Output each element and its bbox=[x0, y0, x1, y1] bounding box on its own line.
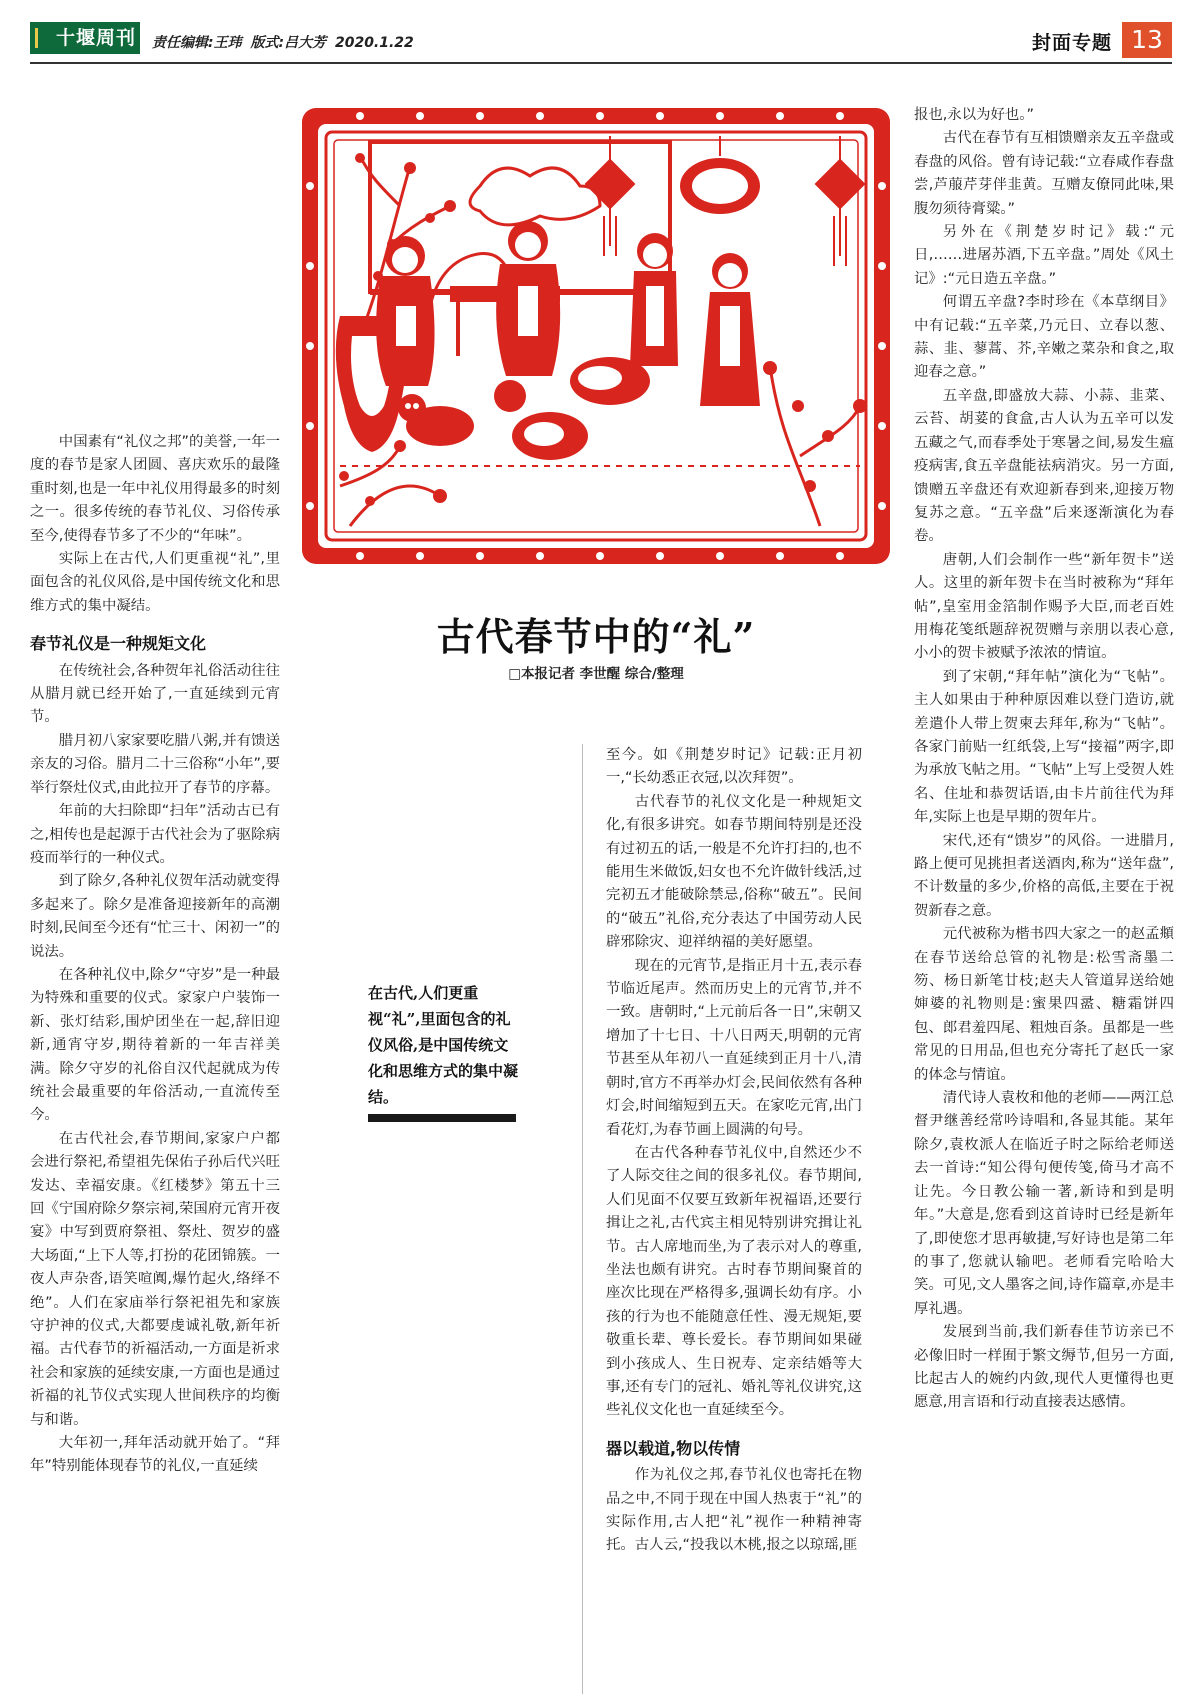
paragraph: 腊月初八家家要吃腊八粥,并有馈送亲友的习俗。腊月二十三俗称“小年”,要举行祭灶仪式,由此拉开了春节的序幕。 bbox=[30, 732, 280, 796]
paragraph: 清代诗人袁枚和他的老师——两江总督尹继善经常吟诗唱和,各显其能。某年除夕,袁枚派人在临近子时之际给老师送去一首诗:“知公得句便传笺,倚马才高不让先。今日教公输一著,新诗和到是明年。”大意是,您看到这首诗时已经是新年了,即使您才思再敏捷,写好诗也是第二年的事了,您就认输吧。老师看完哈哈大笑。可见,文人墨客之间,诗作篇章,亦是丰厚礼遇。 bbox=[914, 1090, 1174, 1317]
papercut-illustration bbox=[300, 106, 892, 566]
text-column-3 bbox=[914, 104, 1174, 1415]
masthead bbox=[30, 22, 1172, 58]
paragraph: 到了除夕,各种礼仪贺年活动就变得多起来了。除夕是准备迎接新年的高潮时刻,民间至今还有“忙三十、闲初一”的说法。 bbox=[30, 873, 280, 960]
paragraph: 宋代,还有“馈岁”的风俗。一进腊月,路上便可见挑担者送酒肉,称为“送年盘”,不计数量的多少,价格的高低,主要在于祝贺新春之意。 bbox=[914, 832, 1174, 919]
papercut-artwork bbox=[302, 108, 890, 564]
issue-date: 2020.1.22 bbox=[334, 35, 414, 51]
logo-accent bbox=[35, 28, 38, 48]
paragraph: 到了宋朝,“拜年帖”演化为“飞帖”。主人如果由于种种原因难以登门造访,就差遣仆人带上贺柬去拜年,称为“飞帖”。各家门前贴一红纸袋,上写“接福”两字,即为承放飞帖之用。“飞帖”上写上受贺人姓名、住址和恭贺话语,由卡片前往代为拜年,实际上也是早期的贺年片。 bbox=[914, 668, 1174, 826]
paragraph: 元代被称为楷书四大家之一的赵孟頫在春节送给总管的礼物是:松雪斋墨二笏、杨日新笔廿枝;赵夫人管道昇送给她婶婆的礼物则是:蜜果四盝、糖霜饼四包、郎君羞四尾、粗烛百条。虽都是一些常见的日用品,但也充分寄托了赵氏一家的体念与情谊。 bbox=[914, 926, 1174, 1083]
pull-quote: 在古代,人们更重视“礼”,里面包含的礼仪风俗,是中国传统文化和思维方式的集中凝结。 bbox=[368, 984, 519, 1106]
paragraph: 唐朝,人们会制作一些“新年贺卡”送人。这里的新年贺卡在当时被称为“拜年帖”,皇室用金箔制作赐予大臣,而老百姓用梅花笺纸题辞祝贺赠与亲朋以表心意,小小的贺卡被赋予浓浓的情谊。 bbox=[914, 551, 1174, 662]
page-number-badge: 13 bbox=[1122, 22, 1172, 58]
section-name: 封面专题 bbox=[1031, 32, 1112, 54]
paragraph: 另外在《荆楚岁时记》载:“元日,……进屠苏酒,下五辛盘。”周处《风土记》:“元日造五辛盘。” bbox=[914, 224, 1174, 287]
paragraph: 大年初一,拜年活动就开始了。“拜年”特别能体现春节的礼仪,一直延续 bbox=[30, 1435, 280, 1475]
paragraph: 在传统社会,各种贺年礼俗活动往往从腊月就已经开始了,一直延续到元宵节。 bbox=[30, 662, 280, 726]
paragraph: 在古代社会,春节期间,家家户户都会进行祭祀,希望祖先保佑子孙后代兴旺发达、幸福安康。《红楼梦》第五十三回《宁国府除夕祭宗祠,荣国府元宵开夜宴》中写到贾府祭祖、祭灶、贺岁的盛大场面,“上下人等,打扮的花团锦簇。一夜人声杂沓,语笑喧阗,爆竹起火,络绎不绝”。人们在家庙举行祭祀祖先和家族守护神的仪式,大都要虔诚礼敬,新年祈福。古代春节的祈福活动,一方面是祈求社会和家族的延续安康,一方面也是通过祈福的礼节仪式实现人世间秩序的均衡与和谐。 bbox=[30, 1130, 280, 1428]
pull-quote-bar bbox=[368, 1114, 516, 1122]
layout-credit: 版式:吕大芳 bbox=[250, 35, 327, 51]
paragraph: 作为礼仪之邦,春节礼仪也寄托在物品之中,不同于现在中国人热衷于“礼”的实际作用,古人把“礼”视作一种精神寄托。古人云,“投我以木桃,报之以琼瑶,匪 bbox=[606, 1467, 862, 1554]
text-column-2 bbox=[606, 744, 862, 1558]
paragraph: 古代春节的礼仪文化是一种规矩文化,有很多讲究。如春节期间特别是还没有过初五的话,一般是不允许打扫的,也不能用生米做饭,妇女也不允许做针线活,过完初五才能破除禁忌,俗称“破五”。民间的“破五”礼俗,充分表达了中国劳动人民辟邪除灾、迎祥纳福的美好愿望。 bbox=[606, 793, 862, 951]
paragraph: 何谓五辛盘?李时珍在《本草纲目》中有记载:“五辛菜,乃元日、立春以葱、蒜、韭、蓼蒿、芥,辛嫩之菜杂和食之,取迎春之意。” bbox=[914, 294, 1174, 381]
column-divider bbox=[582, 744, 583, 1694]
subheading: 器以载道,物以传情 bbox=[606, 1438, 741, 1458]
article-byline: □本报记者 李世醒 综合/整理 bbox=[508, 666, 684, 682]
newspaper-logo bbox=[30, 22, 140, 54]
paragraph: 古代在春节有互相馈赠亲友五辛盘或春盘的风俗。曾有诗记载:“立春咸作春盘尝,芦菔芹芽伴韭黄。互赠友僚同此味,果腹勿须待膏粱。” bbox=[914, 130, 1174, 217]
logo-text: 十堰周刊 bbox=[55, 27, 136, 49]
text-column-1 bbox=[30, 431, 280, 1479]
paragraph: 年前的大扫除即“扫年”活动古已有之,相传也是起源于古代社会为了驱除病疫而举行的一种仪式。 bbox=[30, 803, 280, 866]
header-credits bbox=[152, 32, 418, 52]
paragraph: 在古代各种春节礼仪中,自然还少不了人际交往之间的很多礼仪。春节期间,人们见面不仅要互致新年祝福语,还要行揖让之礼,古代宾主相见特别讲究揖让礼节。古人席地而坐,为了表示对人的尊重,坐法也颇有讲究。古时春节期间聚首的座次比现在严格得多,强调长幼有序。小孩的行为也不能随意任性、漫无规矩,要敬重长辈、尊长爱长。春节期间如果碰到小孩成人、生日祝寿、定亲结婚等大事,还有专门的冠礼、婚礼等礼仪讲究,这些礼仪文化也一直延续至今。 bbox=[606, 1144, 862, 1419]
paragraph: 现在的元宵节,是指正月十五,表示春节临近尾声。然而历史上的元宵节,并不一致。唐朝时,“上元前后各一日”,宋朝又增加了十七日、十八日两天,明朝的元宵节甚至从年初八一直延续到正月十八,清朝时,官方不再举办灯会,民间依然有各种灯会,时间缩短到五天。在家吃元宵,出门看花灯,为春节画上圆满的句号。 bbox=[606, 957, 862, 1138]
paragraph: 至今。如《荆楚岁时记》记载:正月初一,“长幼悉正衣冠,以次拜贺”。 bbox=[606, 747, 862, 787]
subheading: 春节礼仪是一种规矩文化 bbox=[30, 634, 207, 654]
paragraph: 报也,永以为好也。” bbox=[914, 107, 1034, 123]
paragraph: 中国素有“礼仪之邦”的美誉,一年一度的春节是家人团圆、喜庆欢乐的最隆重时刻,也是一年中礼仪用得最多的时刻之一。很多传统的春节礼仪、习俗传承至今,使得春节多了不少的“年味”。 bbox=[30, 434, 280, 544]
editor-credit: 责任编辑:王玮 bbox=[152, 35, 242, 51]
article-title: 古代春节中的“礼” bbox=[436, 614, 756, 659]
paragraph: 五辛盘,即盛放大蒜、小蒜、韭菜、云苔、胡荽的食盒,古人认为五辛可以发五藏之气,而春季处于寒暑之间,易发生瘟疫病害,食五辛盘能祛病消灾。另一方面,馈赠五辛盘还有欢迎新春到来,迎接万物复苏之意。“五辛盘”后来逐渐演化为春卷。 bbox=[914, 387, 1174, 545]
paragraph: 发展到当前,我们新春佳节访亲已不必像旧时一样囿于繁文缛节,但另一方面,比起古人的婉约内敛,现代人更懂得也更愿意,用言语和行动直接表达感情。 bbox=[914, 1324, 1174, 1411]
paragraph: 在各种礼仪中,除夕“守岁”是一种最为特殊和重要的仪式。家家户户装饰一新、张灯结彩,围炉团坐在一起,辞旧迎新,通宵守岁,期待着新的一年吉祥美满。除夕守岁的礼俗自汉代起就成为传统社会最重要的年俗活动,一直流传至今。 bbox=[30, 966, 280, 1124]
paragraph: 实际上在古代,人们更重视“礼”,里面包含的礼仪风俗,是中国传统文化和思维方式的集中凝结。 bbox=[30, 551, 280, 614]
header-rule bbox=[30, 62, 1172, 64]
